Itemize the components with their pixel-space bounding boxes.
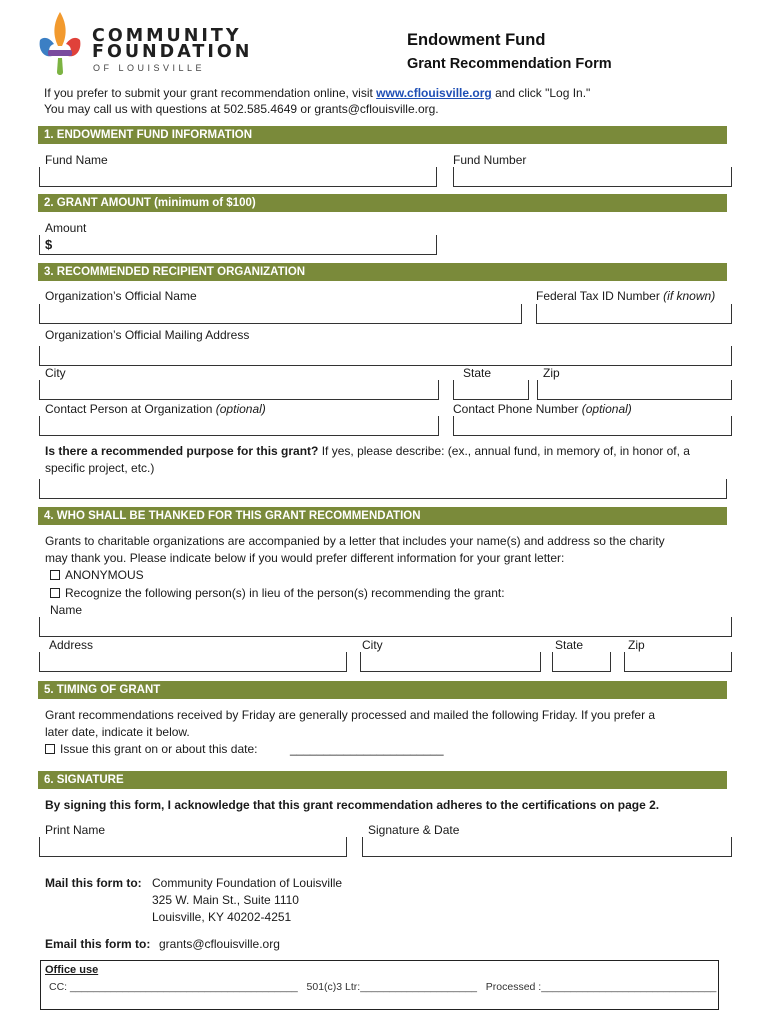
state-label: State — [463, 366, 492, 380]
logo — [36, 10, 253, 82]
mail-address-line2: 325 W. Main St., Suite 1110 — [152, 893, 299, 907]
form-subtitle: Grant Recommendation Form — [407, 56, 612, 72]
city-field[interactable] — [39, 380, 439, 400]
intro-line2: You may call us with questions at 502.585.4649 or grants@cflouisville.org. — [44, 102, 439, 116]
phone-note: (optional) — [581, 402, 632, 416]
section-6-header: 6. SIGNATURE — [38, 771, 727, 789]
office-501c3[interactable]: 501(c)3 Ltr:____________________ — [306, 981, 477, 993]
tax-id-label — [536, 289, 715, 303]
contact-person-field[interactable] — [39, 416, 439, 436]
mail-label: Mail this form to: — [45, 876, 142, 890]
recognize-option[interactable] — [50, 586, 505, 600]
office-processed[interactable]: Processed :______________________________ — [485, 981, 717, 993]
fund-name-field[interactable] — [39, 167, 437, 187]
fund-number-field[interactable] — [453, 167, 732, 187]
city-label: City — [45, 366, 66, 380]
section-5-header: 5. TIMING OF GRANT — [38, 681, 727, 699]
anonymous-checkbox[interactable] — [50, 570, 60, 580]
email-address[interactable]: grants@cflouisville.org — [159, 937, 280, 951]
form-title: Endowment Fund — [407, 31, 546, 49]
tax-id-note: (if known) — [663, 289, 716, 303]
issue-date-checkbox[interactable] — [45, 744, 55, 754]
purpose-question-rest: If yes, please describe: (ex., annual fund, in memory of, in honor of, a — [318, 444, 690, 458]
anonymous-label: ANONYMOUS — [65, 568, 144, 582]
contact-phone-field[interactable] — [453, 416, 732, 436]
recognize-name-label: Name — [50, 603, 83, 617]
office-use-fields — [49, 981, 716, 993]
purpose-question — [45, 444, 690, 458]
section-2-header: 2. GRANT AMOUNT (minimum of $100) — [38, 194, 727, 212]
purpose-question-line2: specific project, etc.) — [45, 461, 155, 475]
section-1-header: 1. ENDOWMENT FUND INFORMATION — [38, 126, 727, 144]
print-name-label: Print Name — [45, 823, 106, 837]
signature-date-label: Signature & Date — [368, 823, 460, 837]
mailing-address-field[interactable] — [39, 346, 732, 366]
logo-line1: COMMUNITY — [92, 26, 242, 46]
recognize-zip-label: Zip — [628, 638, 645, 652]
recognize-label: Recognize the following person(s) in lieu of the person(s) recommending the grant: — [65, 586, 505, 600]
recognize-zip-field[interactable] — [624, 652, 732, 672]
amount-field[interactable] — [39, 235, 437, 255]
intro-line1 — [44, 85, 590, 101]
dollar-sign: $ — [45, 237, 53, 252]
fund-name-label: Fund Name — [45, 153, 108, 167]
recognize-state-label: State — [555, 638, 584, 652]
zip-label: Zip — [543, 366, 560, 380]
website-link[interactable]: www.cflouisville.org — [376, 86, 492, 100]
recognize-state-field[interactable] — [552, 652, 611, 672]
fleur-de-lis-logo-icon — [36, 10, 84, 82]
timing-text-line2: later date, indicate it below. — [45, 725, 190, 739]
section-4-header: 4. WHO SHALL BE THANKED FOR THIS GRANT RECOMMENDATION — [38, 507, 727, 525]
tax-id-text: Federal Tax ID Number — [536, 289, 664, 303]
recognize-checkbox[interactable] — [50, 588, 60, 598]
timing-text-line1: Grant recommendations received by Friday are generally processed and mailed the following Friday. If you prefer a — [45, 708, 656, 722]
office-use-box — [40, 960, 719, 1010]
issue-date-option[interactable] — [45, 742, 257, 756]
recognize-address-field[interactable] — [39, 652, 347, 672]
issue-date-label: Issue this grant on or about this date: — [60, 742, 258, 756]
signature-date-field[interactable] — [362, 837, 732, 857]
mail-address-line3: Louisville, KY 40202-4251 — [152, 910, 292, 924]
mailing-address-label: Organization’s Official Mailing Address — [45, 328, 250, 342]
org-name-label: Organization’s Official Name — [45, 289, 197, 303]
contact-phone-label — [453, 402, 632, 416]
thanks-text-line1: Grants to charitable organizations are accompanied by a letter that includes your name(s) and address so the charity — [45, 534, 665, 548]
fund-number-label: Fund Number — [453, 153, 527, 167]
recognize-city-label: City — [362, 638, 383, 652]
mail-address-line1: Community Foundation of Louisville — [152, 876, 343, 890]
state-field[interactable] — [453, 380, 529, 400]
office-cc[interactable]: CC: _______________________________________ — [49, 981, 298, 993]
phone-text: Contact Phone Number — [453, 402, 582, 416]
signature-acknowledgement: By signing this form, I acknowledge that this grant recommendation adheres to the certifications on page 2. — [45, 798, 660, 812]
contact-person-label — [45, 402, 266, 416]
tax-id-field[interactable] — [536, 304, 732, 324]
anonymous-option[interactable] — [50, 568, 144, 582]
thanks-text-line2: may thank you. Please indicate below if you would prefer different information for your grant letter: — [45, 551, 565, 565]
section-3-header: 3. RECOMMENDED RECIPIENT ORGANIZATION — [38, 263, 727, 281]
logo-line2: FOUNDATION — [92, 42, 253, 62]
office-use-title: Office use — [45, 964, 99, 976]
purpose-question-bold: Is there a recommended purpose for this grant? — [45, 444, 319, 458]
purpose-field[interactable] — [39, 479, 727, 499]
issue-date-blank[interactable]: _______________________ — [290, 742, 444, 756]
amount-label: Amount — [45, 221, 87, 235]
intro-text: If you prefer to submit your grant recommendation online, visit — [44, 86, 377, 100]
email-label: Email this form to: — [45, 937, 151, 951]
zip-field[interactable] — [537, 380, 732, 400]
print-name-field[interactable] — [39, 837, 347, 857]
recognize-name-field[interactable] — [39, 617, 732, 637]
contact-note: (optional) — [215, 402, 266, 416]
recognize-address-label: Address — [49, 638, 94, 652]
recognize-city-field[interactable] — [360, 652, 541, 672]
logo-line3: OF LOUISVILLE — [93, 63, 206, 73]
intro-text-end: and click "Log In." — [491, 86, 591, 100]
contact-text: Contact Person at Organization — [45, 402, 216, 416]
org-name-field[interactable] — [39, 304, 522, 324]
